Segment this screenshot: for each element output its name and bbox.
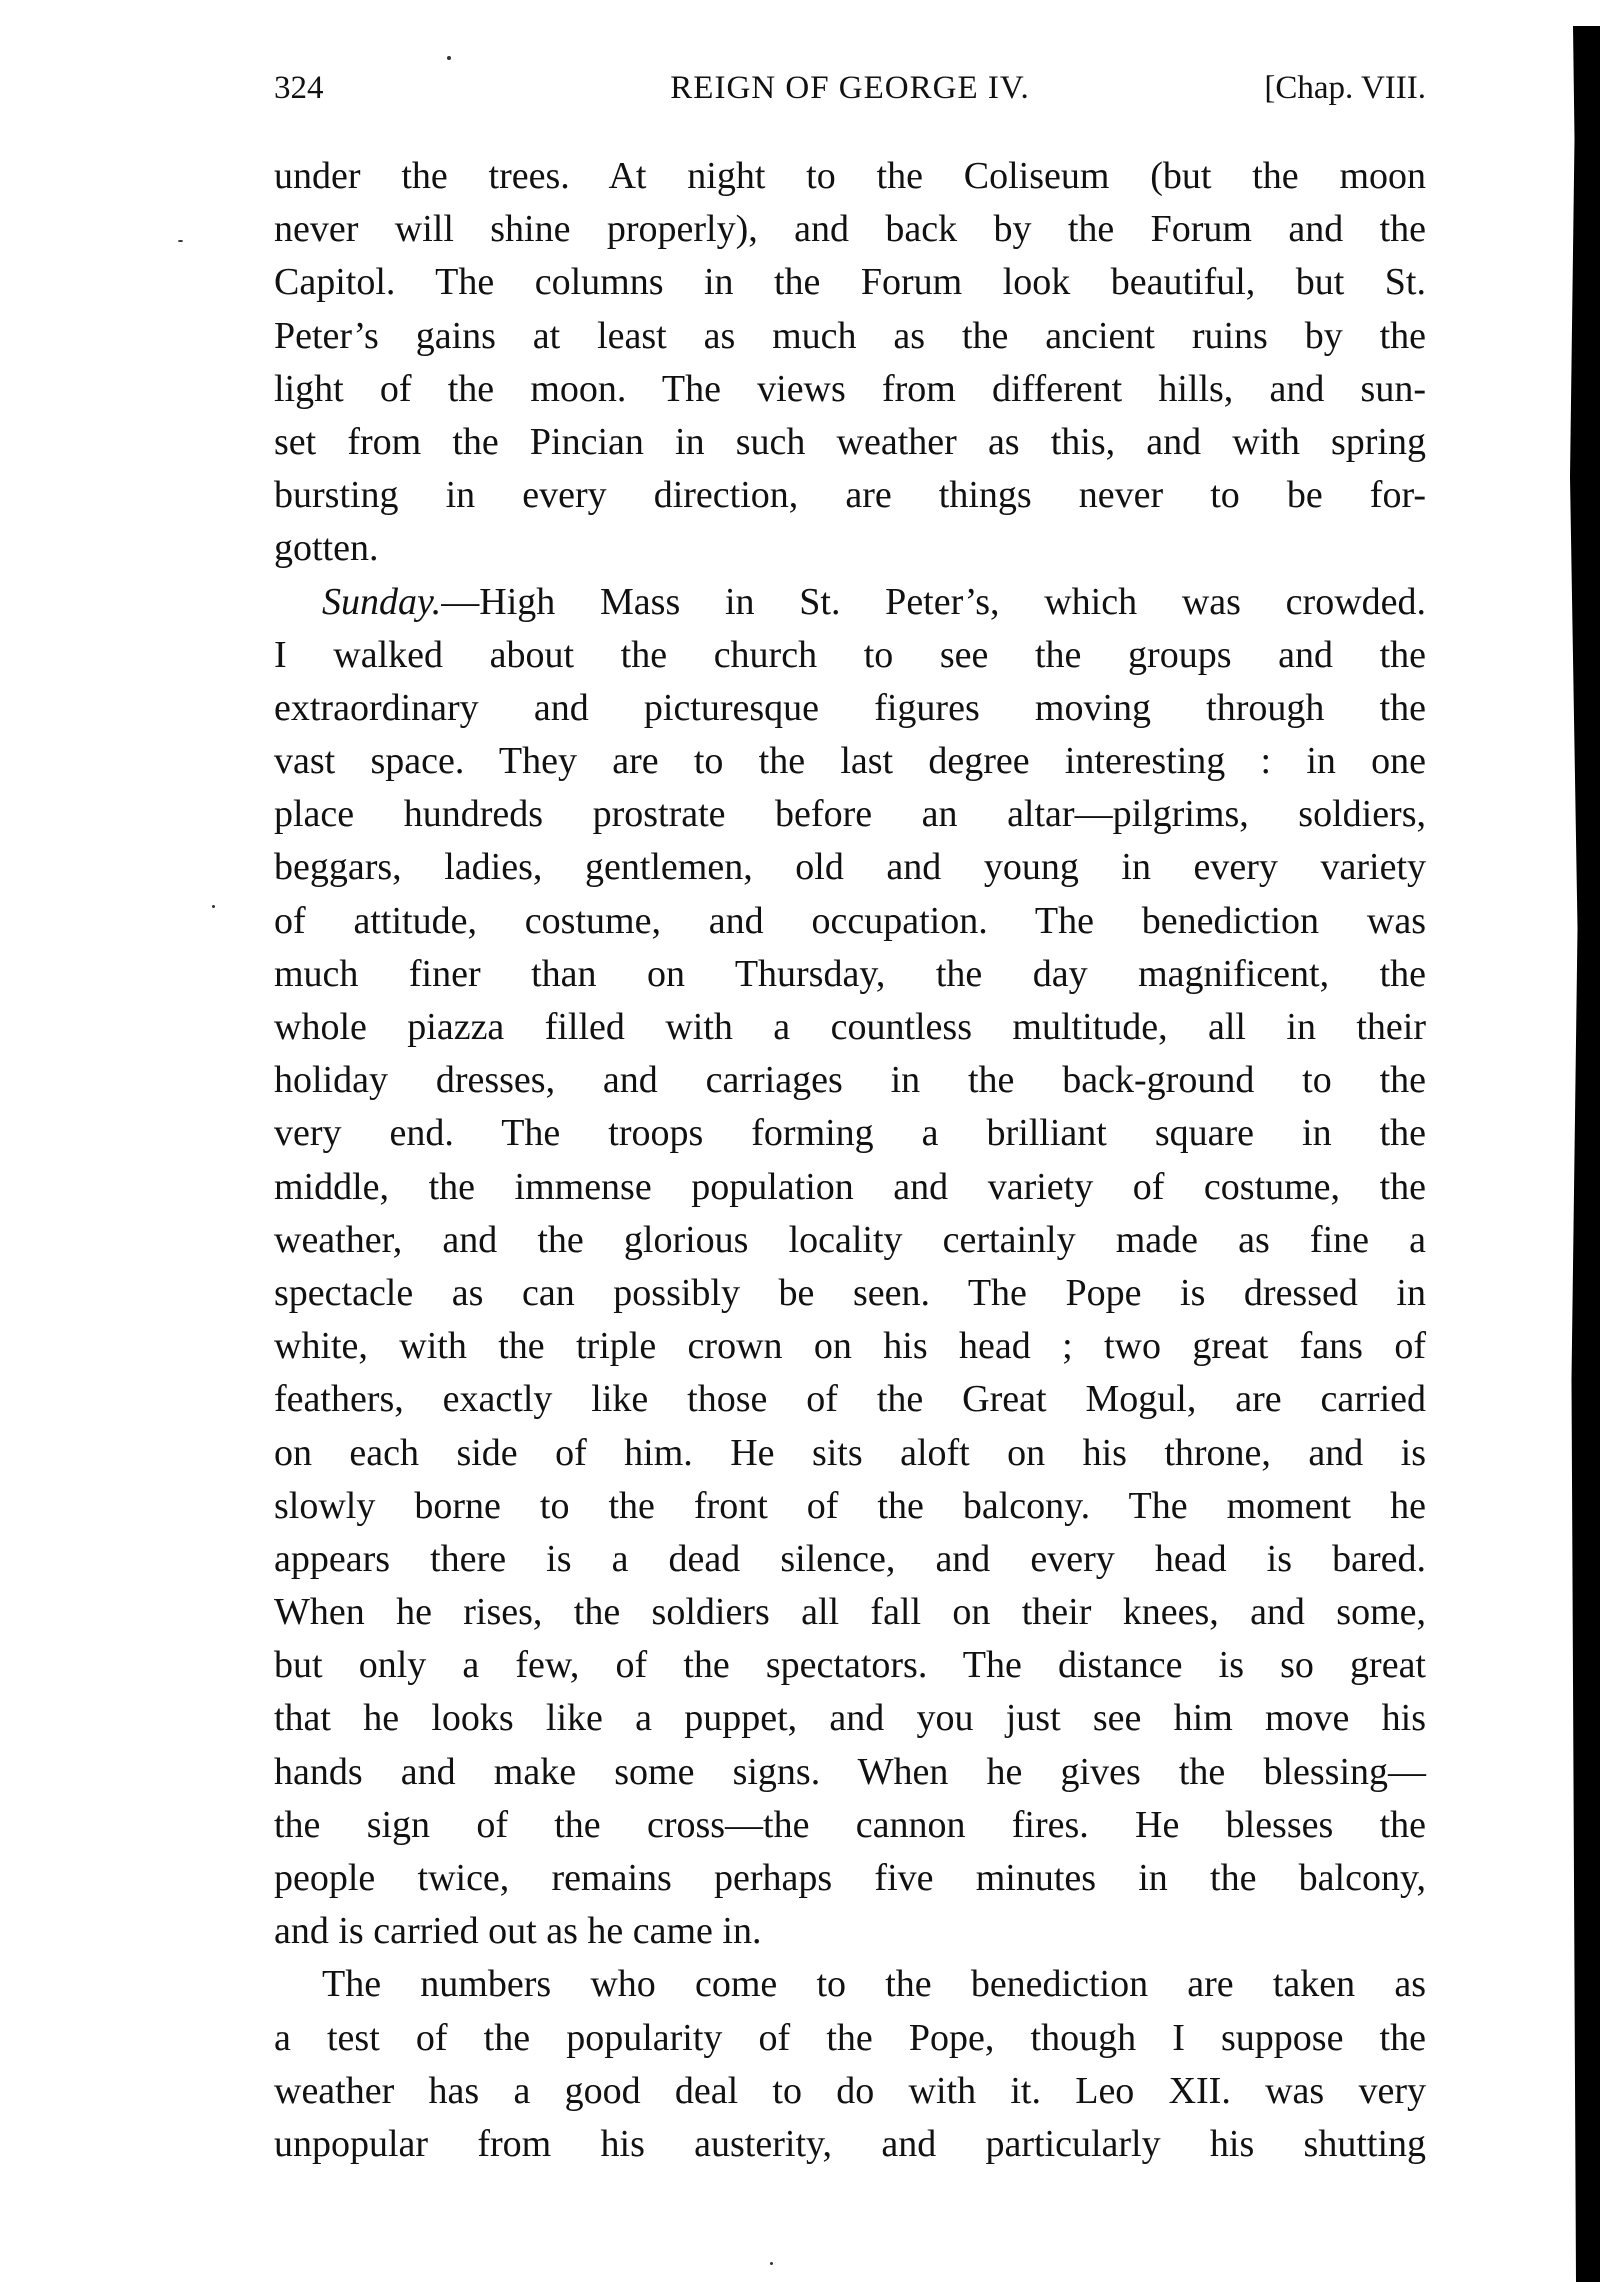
text-line: set from the Pincian in such weather as this, and with spring — [274, 420, 1426, 463]
scan-speck — [770, 2262, 773, 2265]
text-line: middle, the immense population and variety of costume, the — [274, 1165, 1426, 1208]
scan-speck — [178, 240, 183, 242]
text-line: hands and make some signs. When he gives the blessing— — [274, 1750, 1426, 1793]
scan-speck — [447, 56, 451, 60]
text-line: Peter’s gains at least as much as the ancient ruins by the — [274, 314, 1426, 357]
text-line: and is carried out as he came in. — [274, 1910, 762, 1953]
text-line: people twice, remains perhaps five minutes in the balcony, — [274, 1857, 1426, 1899]
text-line: When he rises, the soldiers all fall on their knees, and some, — [274, 1591, 1426, 1634]
text-line: Capitol. The columns in the Forum look beautiful, but St. — [274, 261, 1426, 304]
italic-lead: Sunday. — [322, 580, 442, 623]
page-body — [274, 150, 1426, 2171]
text-line: never will shine properly), and back by the Forum and the — [274, 208, 1426, 251]
text-line: slowly borne to the front of the balcony. The moment he — [274, 1484, 1426, 1527]
text-line: under the trees. At night to the Coliseum (but the moon — [274, 155, 1426, 197]
chapter-label: [Chap. VIII. — [1264, 70, 1426, 106]
text-line — [274, 576, 1426, 629]
text-line: holiday dresses, and carriages in the back-ground to the — [274, 1059, 1426, 1102]
text-line: light of the moon. The views from different hills, and sun- — [274, 367, 1426, 410]
text-line: appears there is a dead silence, and every head is bared. — [274, 1537, 1426, 1580]
text-line: unpopular from his austerity, and particularly his shutting — [274, 2122, 1426, 2165]
text-line: spectacle as can possibly be seen. The Pope is dressed in — [274, 1271, 1426, 1314]
text-line: weather, and the glorious locality certainly made as fine a — [274, 1218, 1426, 1261]
line-text: —High Mass in St. Peter’s, which was crowded. — [441, 580, 1426, 623]
text-line: vast space. They are to the last degree interesting : in one — [274, 740, 1426, 783]
text-line: extraordinary and picturesque figures moving through the — [274, 686, 1426, 729]
text-line: that he looks like a puppet, and you just see him move his — [274, 1697, 1426, 1740]
paragraph — [274, 576, 1426, 1959]
running-header — [274, 70, 1426, 120]
text-line: but only a few, of the spectators. The distance is so great — [274, 1644, 1426, 1687]
text-line: bursting in every direction, are things never to be for- — [274, 474, 1426, 517]
scan-speck — [212, 905, 215, 908]
scan-edge-shadow — [1570, 26, 1600, 2282]
text-line: gotten. — [274, 527, 379, 570]
text-line: much finer than on Thursday, the day magnificent, the — [274, 952, 1426, 995]
page-number: 324 — [274, 70, 324, 106]
text-line: very end. The troops forming a brilliant square in the — [274, 1112, 1426, 1155]
text-line: of attitude, costume, and occupation. The benediction was — [274, 899, 1426, 942]
text-line: I walked about the church to see the groups and the — [274, 633, 1426, 676]
text-line: on each side of him. He sits aloft on his throne, and is — [274, 1431, 1426, 1474]
paragraph — [274, 1958, 1426, 2171]
text-line: white, with the triple crown on his head ; two great fans of — [274, 1325, 1426, 1368]
text-line: weather has a good deal to do with it. Leo XII. was very — [274, 2069, 1426, 2112]
text-line: the sign of the cross—the cannon fires. He blesses the — [274, 1803, 1426, 1846]
running-title: REIGN OF GEORGE IV. — [670, 70, 1030, 106]
text-line: feathers, exactly like those of the Great Mogul, are carried — [274, 1378, 1426, 1421]
text-line: The numbers who come to the benediction are taken as — [322, 1963, 1426, 2006]
paragraph — [274, 150, 1426, 576]
text-line: beggars, ladies, gentlemen, old and young in every variety — [274, 846, 1426, 889]
text-line: whole piazza filled with a countless multitude, all in their — [274, 1006, 1426, 1048]
text-line: a test of the popularity of the Pope, though I suppose the — [274, 2016, 1426, 2059]
text-line: place hundreds prostrate before an altar—pilgrims, soldiers, — [274, 793, 1426, 836]
